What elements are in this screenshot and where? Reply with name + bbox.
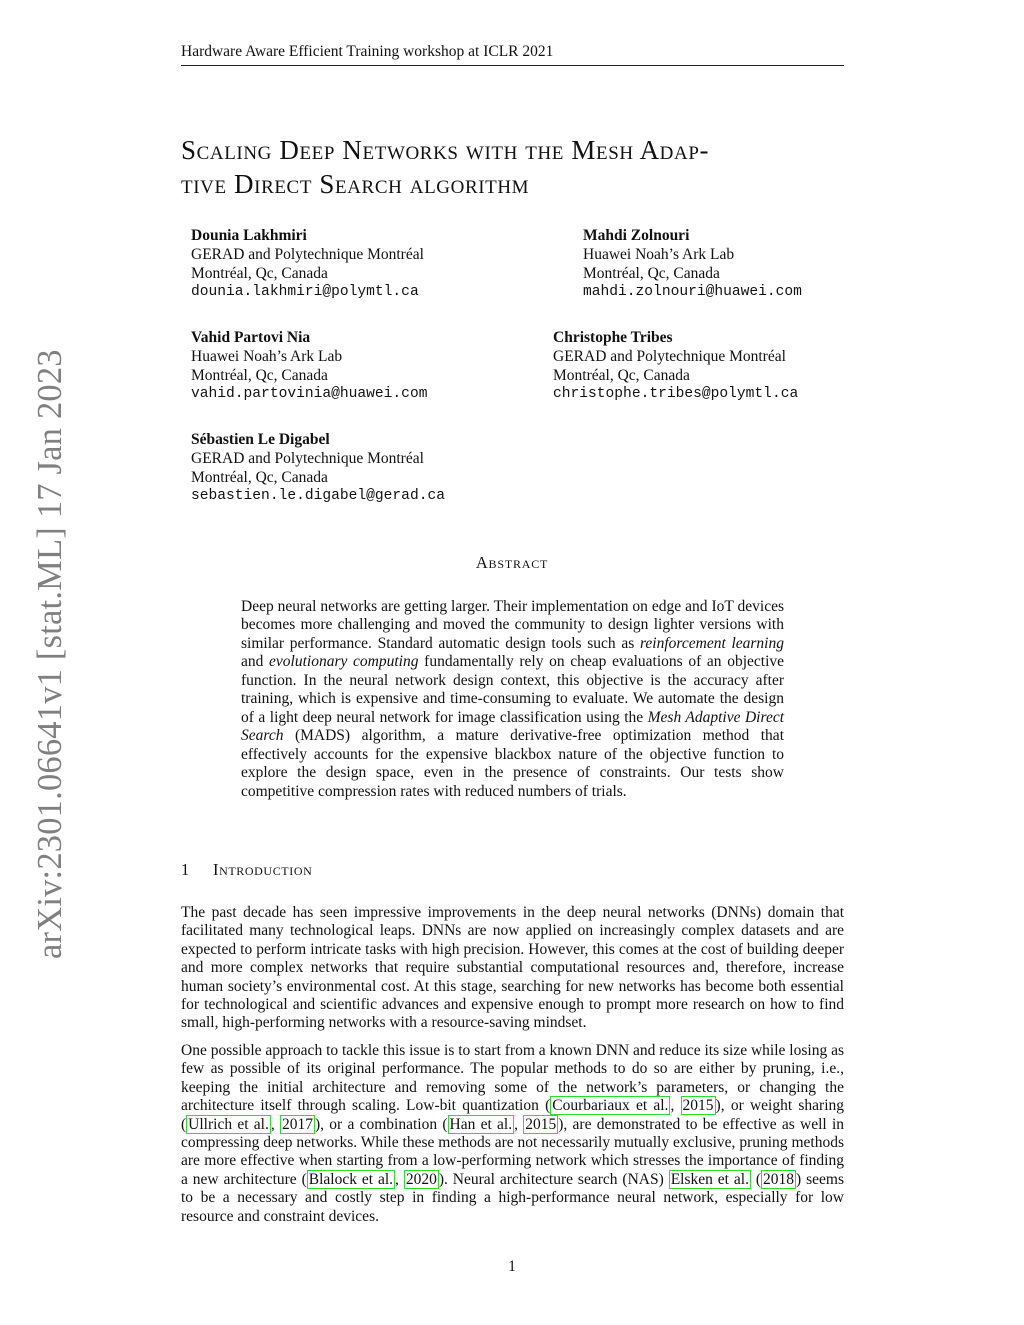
author-email[interactable]: dounia.lakhmiri@polymtl.ca: [191, 284, 419, 301]
author-block: [191, 431, 445, 506]
title-word: algorithm: [409, 169, 530, 199]
author-block: [191, 329, 427, 404]
author-location: Montréal, Qc, Canada: [191, 264, 328, 282]
abstract-heading: Abstract: [475, 553, 549, 572]
citation-link[interactable]: 2018: [763, 1170, 795, 1188]
title-word: Deep: [279, 135, 336, 165]
abstract-text: Deep neural networks are getting larger. Their implementation on edge and IoT devices becomes more challenging and moved the community to design lighter versions with similar performance. Standard automatic design tools such as: [241, 598, 784, 652]
title-word: Direct: [234, 169, 313, 199]
author-name: Dounia Lakhmiri: [191, 227, 307, 244]
paper-title: [181, 133, 861, 201]
citation-link[interactable]: 2015: [525, 1115, 557, 1133]
arxiv-identifier-stamp: arXiv:2301.06641v1 [stat.ML] 17 Jan 2023: [31, 349, 69, 959]
author-name: Sébastien Le Digabel: [191, 431, 330, 448]
paragraph-text: One possible approach to tackle this issue is to start from a known DNN and reduce its size while losing as few as possible of its original performance. The popular methods to do so are either by pruning, i.e., keeping the initial architecture and removing some of the network’s parameters, or changing the architecture itself through scaling. Low-bit quantization (: [181, 1042, 844, 1115]
abstract-emphasis: Mesh Adaptive Direct Search: [241, 708, 785, 745]
paragraph-text: ) seems to be a necessary and costly step in finding a high-performance neural network, especially for low resource and constraint devices.: [181, 1170, 844, 1225]
abstract-text: (MADS) algorithm, a mature derivative-free optimization method that effectively accounts for the expensive blackbox nature of the objective function to explore the design space, even in the presence of constraints. Our tests show competitive compression rates with reduced numbers of trials.: [241, 727, 784, 800]
intro-paragraph-2: [181, 1042, 844, 1226]
author-email[interactable]: sebastien.le.digabel@gerad.ca: [191, 488, 445, 505]
abstract-emphasis: reinforcement learning: [639, 634, 784, 652]
title-line-2: [181, 167, 861, 201]
author-block: [583, 227, 802, 302]
abstract-emphasis: evolutionary computing: [269, 653, 419, 671]
paragraph-text: ,: [270, 1115, 280, 1133]
citation-link[interactable]: 2015: [682, 1097, 714, 1115]
title-word: Adap-: [639, 135, 710, 165]
author-name: Mahdi Zolnouri: [583, 227, 690, 244]
header-rule: [181, 65, 844, 66]
section-number: 1: [181, 860, 190, 879]
abstract-body: [241, 598, 784, 801]
author-name: Christophe Tribes: [553, 329, 673, 346]
paragraph-text: ), are demonstrated to be effective as well in compressing deep networks. While these methods are not necessarily mutually exclusive, pruning methods are more effective when starting from a low-performing network which stresses the importance of finding a new architecture (: [181, 1115, 845, 1188]
author-location: Montréal, Qc, Canada: [191, 366, 328, 384]
author-name: Vahid Partovi Nia: [191, 329, 311, 346]
abstract-text: fundamentally rely on cheap evaluations of an objective function. In the neural network design context, this objective is the accuracy after training, which is expensive and time-consuming to evaluate. We automate the design of a light deep neural network for image classification using the: [241, 653, 785, 726]
paragraph-text: ). Neural architecture search (NAS): [438, 1170, 669, 1188]
citation-link[interactable]: Blalock et al.: [308, 1170, 394, 1188]
citation-link[interactable]: Ullrich et al.: [188, 1115, 269, 1133]
citation-link[interactable]: Courbariaux et al.: [552, 1097, 669, 1115]
author-block: [553, 329, 798, 404]
paragraph-text: ), or a combination (: [314, 1115, 448, 1133]
author-affiliation: GERAD and Polytechnique Montréal: [191, 449, 424, 467]
author-block: [191, 227, 424, 302]
author-affiliation: Huawei Noah’s Ark Lab: [583, 245, 735, 263]
running-header: Hardware Aware Efficient Training workshop at ICLR 2021: [181, 43, 554, 60]
paragraph-text: ), or weight sharing (: [181, 1097, 845, 1133]
citation-link[interactable]: Han et al.: [449, 1115, 513, 1133]
section-title: Introduction: [213, 860, 313, 879]
author-email[interactable]: mahdi.zolnouri@huawei.com: [583, 284, 802, 301]
title-word: Networks: [342, 135, 459, 165]
citation-link[interactable]: 2020: [405, 1170, 437, 1188]
page-number: 1: [508, 1258, 516, 1275]
author-affiliation: GERAD and Polytechnique Montréal: [191, 245, 424, 263]
author-affiliation: GERAD and Polytechnique Montréal: [553, 347, 786, 365]
section-heading-introduction: [181, 860, 312, 880]
citation-link[interactable]: 2017: [281, 1115, 313, 1133]
author-email[interactable]: christophe.tribes@polymtl.ca: [553, 386, 799, 403]
author-location: Montréal, Qc, Canada: [191, 468, 328, 486]
author-location: Montréal, Qc, Canada: [583, 264, 720, 282]
abstract-text: and: [241, 653, 270, 671]
paragraph-text: ,: [395, 1170, 404, 1188]
title-line-1: [181, 133, 861, 167]
title-word: Search: [319, 169, 403, 199]
paragraph-text: ,: [670, 1097, 681, 1115]
title-word: with: [465, 135, 518, 165]
paragraph-text: ,: [514, 1115, 524, 1133]
author-affiliation: Huawei Noah’s Ark Lab: [191, 347, 343, 365]
intro-paragraph-1: The past decade has seen impressive improvements in the deep neural networks (DNNs) domain that facilitated many technological leaps. DNNs are now applied on increasingly complex datasets and are expected to perform intricate tasks with high precision. However, this comes at the cost of building deeper and more complex networks that require substantial computational resources and, therefore, increase human society’s environmental cost. At this stage, searching for new networks has become both essential for technological and scientific advances and expensive enough to prompt more research on how to find small, high-performing networks with a resource-saving mindset.: [181, 904, 844, 1032]
title-word: the: [525, 135, 565, 165]
title-word: Scaling: [181, 135, 272, 165]
citation-link[interactable]: Elsken et al.: [670, 1170, 749, 1188]
paragraph-text: (: [750, 1170, 762, 1188]
title-word: tive: [181, 169, 227, 199]
title-word: Mesh: [571, 135, 634, 165]
author-email[interactable]: vahid.partovinia@huawei.com: [191, 386, 428, 403]
author-location: Montréal, Qc, Canada: [553, 366, 690, 384]
